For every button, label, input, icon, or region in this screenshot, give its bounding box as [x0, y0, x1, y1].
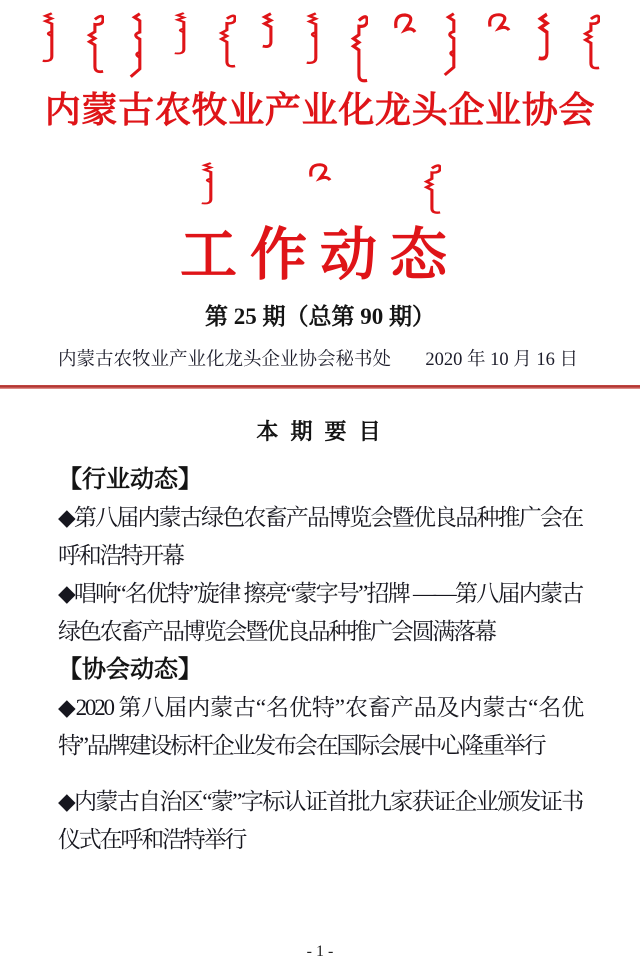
mongolian-word-icon — [421, 162, 441, 218]
mongolian-word-icon — [216, 12, 236, 72]
mongolian-word-icon — [536, 12, 556, 66]
bulletin-title: 工作动态 — [180, 224, 460, 287]
mongolian-word-icon — [304, 12, 324, 66]
toc-item: ◆第八届内蒙古绿色农畜产品博览会暨优良品种推广会在呼和浩特开幕 — [58, 505, 582, 568]
mongolian-word-icon — [199, 162, 219, 206]
publication-date: 2020 年 10 月 16 日 — [425, 350, 578, 370]
section-heading-industry: 【行业动态】 — [58, 466, 202, 493]
toc-item: ◆唱响“名优特”旋律 擦亮“蒙字号”招牌 ——第八届内蒙古绿色农畜产品博览会暨优良品种推广会圆满落幕 — [58, 581, 582, 644]
publisher-name: 内蒙古农牧业产业化龙头企业协会秘书处 — [58, 350, 392, 370]
organization-title: 内蒙古农牧业产业化龙头企业协会 — [44, 90, 596, 130]
mongolian-script-top-row — [0, 0, 640, 80]
mongolian-word-icon — [486, 12, 512, 32]
mongolian-word-icon — [307, 162, 333, 182]
mongolian-word-icon — [172, 12, 192, 56]
mongolian-word-icon — [348, 12, 368, 88]
publication-info-line — [0, 346, 640, 374]
toc-item: ◆内蒙古自治区“蒙”字标认证首批九家获证企业颁发证书仪式在呼和浩特举行 — [58, 789, 582, 852]
mongolian-word-icon — [260, 12, 280, 52]
toc-item: ◆2020 第八届内蒙古“名优特”农畜产品及内蒙古“名优特”品牌建设标杆企业发布会在国际会展中心隆重举行 — [58, 695, 582, 758]
mongolian-word-icon — [442, 12, 462, 80]
red-divider-rule — [0, 385, 640, 389]
mongolian-word-icon — [580, 12, 600, 74]
page-number: - 1 - — [306, 943, 334, 960]
contents-title: 本 期 要 目 — [256, 419, 384, 444]
mongolian-script-subtitle-row — [0, 162, 640, 218]
mongolian-word-icon — [392, 12, 418, 34]
mongolian-word-icon — [84, 12, 104, 78]
mongolian-word-icon — [40, 12, 60, 64]
section-heading-association: 【协会动态】 — [58, 656, 202, 683]
contents-body — [0, 461, 640, 859]
mongolian-word-icon — [128, 12, 148, 82]
issue-number-line: 第 25 期（总第 90 期） — [205, 304, 435, 329]
